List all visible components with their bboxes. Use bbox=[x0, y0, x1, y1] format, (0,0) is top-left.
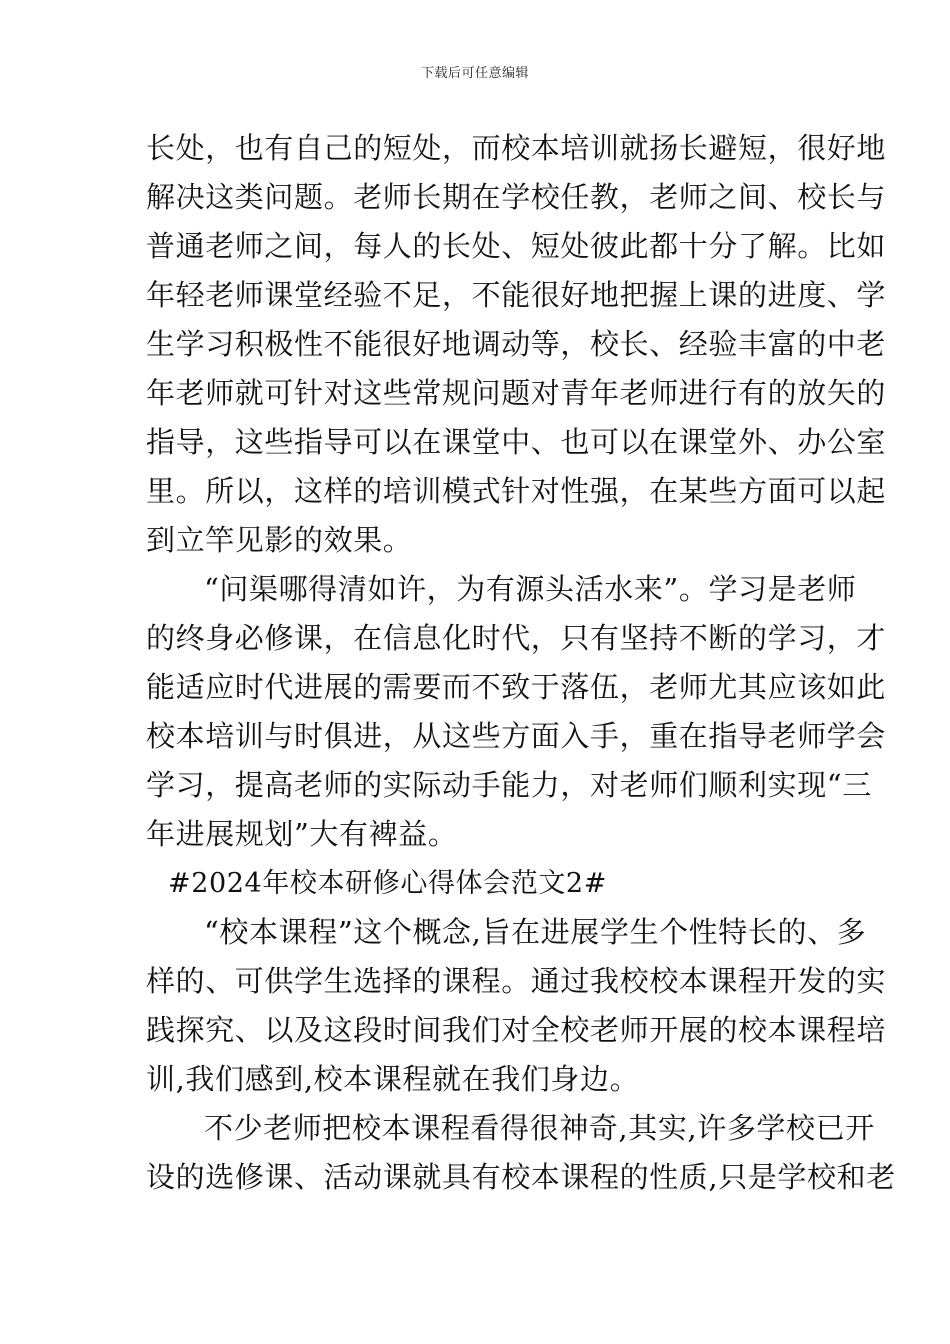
text-line: 年轻老师课堂经验不足，不能很好地把握上课的进度、学 bbox=[146, 278, 887, 312]
text-line: 指导，这些指导可以在课堂中、也可以在课堂外、办公室 bbox=[146, 425, 887, 459]
text-line: 里。所以，这样的培训模式针对性强，在某些方面可以起 bbox=[146, 474, 887, 508]
text-line: 长处，也有自己的短处，而校本培训就扬长避短，很好地 bbox=[146, 131, 887, 165]
paragraph-first-line: “问渠哪得清如许，为有源头活水来”。学习是老师 bbox=[204, 572, 857, 606]
text-line: 年老师就可针对这些常规问题对青年老师进行有的放矢的 bbox=[146, 376, 887, 410]
document-body bbox=[146, 124, 896, 1202]
text-line: 年进展规划”大有裨益。 bbox=[146, 817, 458, 851]
header-note: 下载后可任意编辑 bbox=[420, 66, 529, 81]
section-heading: #2024年校本研修心得体会范文2# bbox=[168, 868, 607, 899]
text-line: 的终身必修课，在信息化时代，只有坚持不断的学习，才 bbox=[146, 621, 887, 655]
paragraph-first-line: 不少老师把校本课程看得很神奇,其实,许多学校已开 bbox=[204, 1111, 875, 1145]
text-line: 学习，提高老师的实际动手能力，对老师们顺利实现“三 bbox=[146, 768, 872, 802]
text-line: 样的、可供学生选择的课程。通过我校校本课程开发的实 bbox=[146, 964, 887, 998]
text-line: 设的选修课、活动课就具有校本课程的性质,只是学校和老 bbox=[146, 1160, 896, 1194]
text-line: 能适应时代进展的需要而不致于落伍，老师尤其应该如此 bbox=[146, 670, 887, 704]
paragraph-first-line: “校本课程”这个概念,旨在进展学生个性特长的、多 bbox=[204, 915, 867, 949]
text-line: 到立竿见影的效果。 bbox=[146, 523, 413, 557]
text-line: 践探究、以及这段时间我们对全校老师开展的校本课程培 bbox=[146, 1013, 887, 1047]
text-line: 普通老师之间，每人的长处、短处彼此都十分了解。比如 bbox=[146, 229, 887, 263]
text-line: 解决这类问题。老师长期在学校任教，老师之间、校长与 bbox=[146, 180, 887, 214]
text-line: 生学习积极性不能很好地调动等，校长、经验丰富的中老 bbox=[146, 327, 887, 361]
text-line: 校本培训与时俱进，从这些方面入手，重在指导老师学会 bbox=[146, 719, 887, 753]
text-line: 训,我们感到,校本课程就在我们身边。 bbox=[146, 1062, 640, 1096]
